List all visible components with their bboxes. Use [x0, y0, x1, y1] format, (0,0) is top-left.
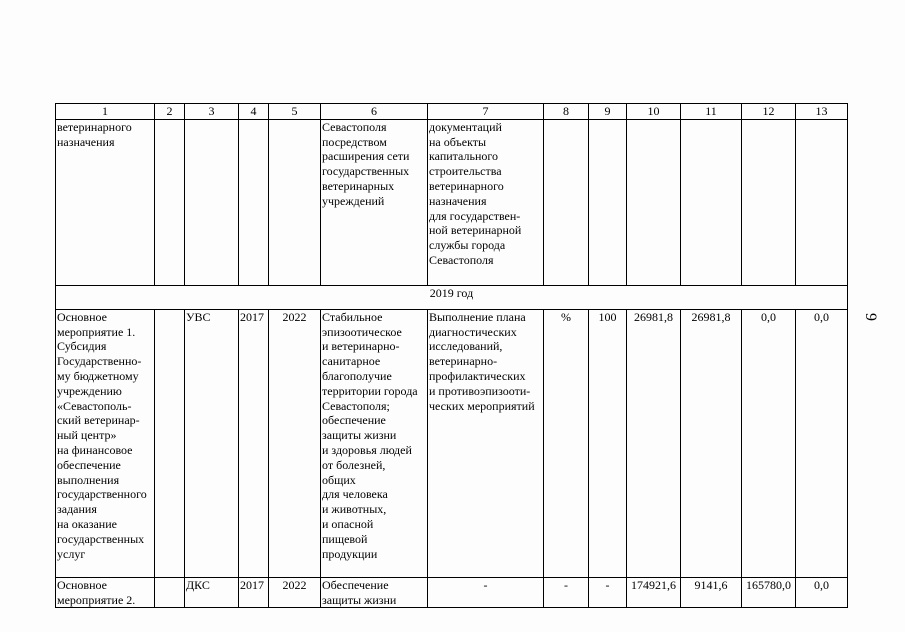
cell-start-year: 2017: [239, 309, 269, 577]
cell: [681, 119, 742, 285]
header-cell: 1: [56, 104, 155, 120]
header-cell: 12: [742, 104, 796, 120]
header-cell: 9: [589, 104, 627, 120]
table-row-measure-2: [56, 577, 848, 608]
cell-unit: %: [544, 309, 589, 577]
cell-total-funding: 174921,6: [627, 577, 681, 608]
header-cell: 7: [428, 104, 544, 120]
header-cell: 10: [627, 104, 681, 120]
cell-col2: [155, 309, 185, 577]
cell-indicator: -: [428, 577, 544, 608]
table-row-measure-1: [56, 309, 848, 577]
cell-budget-other: 0,0: [796, 577, 848, 608]
cell-budget-sevastopol: 9141,6: [681, 577, 742, 608]
cell-expected-result: Севастополя посредством расширения сети государственных ветеринарных учреждений: [321, 119, 428, 285]
cell-indicator: документаций на объекты капитального строительства ветеринарного назначения для государствен- ной ветеринарной службы города Севастополя: [428, 119, 544, 285]
cell-event-name: ветеринарного назначения: [56, 119, 155, 285]
cell-start-year: 2017: [239, 577, 269, 608]
cell: [269, 119, 321, 285]
year-label: 2019 год: [56, 285, 848, 309]
header-cell: 11: [681, 104, 742, 120]
cell-end-year: 2022: [269, 309, 321, 577]
header-cell: 8: [544, 104, 589, 120]
cell-end-year: 2022: [269, 577, 321, 608]
header-cell: 6: [321, 104, 428, 120]
year-row: [56, 285, 848, 309]
cell-expected-result: Обеспечение защиты жизни: [321, 577, 428, 608]
cell-target-value: -: [589, 577, 627, 608]
cell: [627, 119, 681, 285]
page-number: 9: [862, 313, 879, 321]
cell: [742, 119, 796, 285]
cell-col2: [155, 577, 185, 608]
cell: [185, 119, 239, 285]
cell-indicator: Выполнение плана диагностических исследований, ветеринарно- профилактических и противоэпизооти- ческих мероприятий: [428, 309, 544, 577]
cell-total-funding: 26981,8: [627, 309, 681, 577]
cell: [589, 119, 627, 285]
column-number-row: [56, 104, 848, 120]
header-cell: 3: [185, 104, 239, 120]
cell-target-value: 100: [589, 309, 627, 577]
header-cell: 2: [155, 104, 185, 120]
cell-executor: УВС: [185, 309, 239, 577]
cell-event-name: Основное мероприятие 1. Субсидия Государственно- му бюджетному учреждению «Севастополь- ский ветеринар- ный центр» на финансовое обеспечение выполнения государственного задания на оказание государственных услуг: [56, 309, 155, 577]
cell-expected-result: Стабильное эпизоотическое и ветеринарно- санитарное благополучие территории города Севастополя; обеспечение защиты жизни и здоровья людей от болезней, общих для человека и животных, и опасной пищевой продукции: [321, 309, 428, 577]
cell-budget-sevastopol: 26981,8: [681, 309, 742, 577]
cell-budget-federal: 0,0: [742, 309, 796, 577]
cell: [155, 119, 185, 285]
program-table: [55, 103, 848, 608]
cell-budget-federal: 165780,0: [742, 577, 796, 608]
cell: [544, 119, 589, 285]
cell-event-name: Основное мероприятие 2.: [56, 577, 155, 608]
header-cell: 4: [239, 104, 269, 120]
cell-budget-other: 0,0: [796, 309, 848, 577]
cell: [239, 119, 269, 285]
cell-executor: ДКС: [185, 577, 239, 608]
cell: [796, 119, 848, 285]
cell-unit: -: [544, 577, 589, 608]
header-cell: 13: [796, 104, 848, 120]
table-row-continuation: [56, 119, 848, 285]
header-cell: 5: [269, 104, 321, 120]
